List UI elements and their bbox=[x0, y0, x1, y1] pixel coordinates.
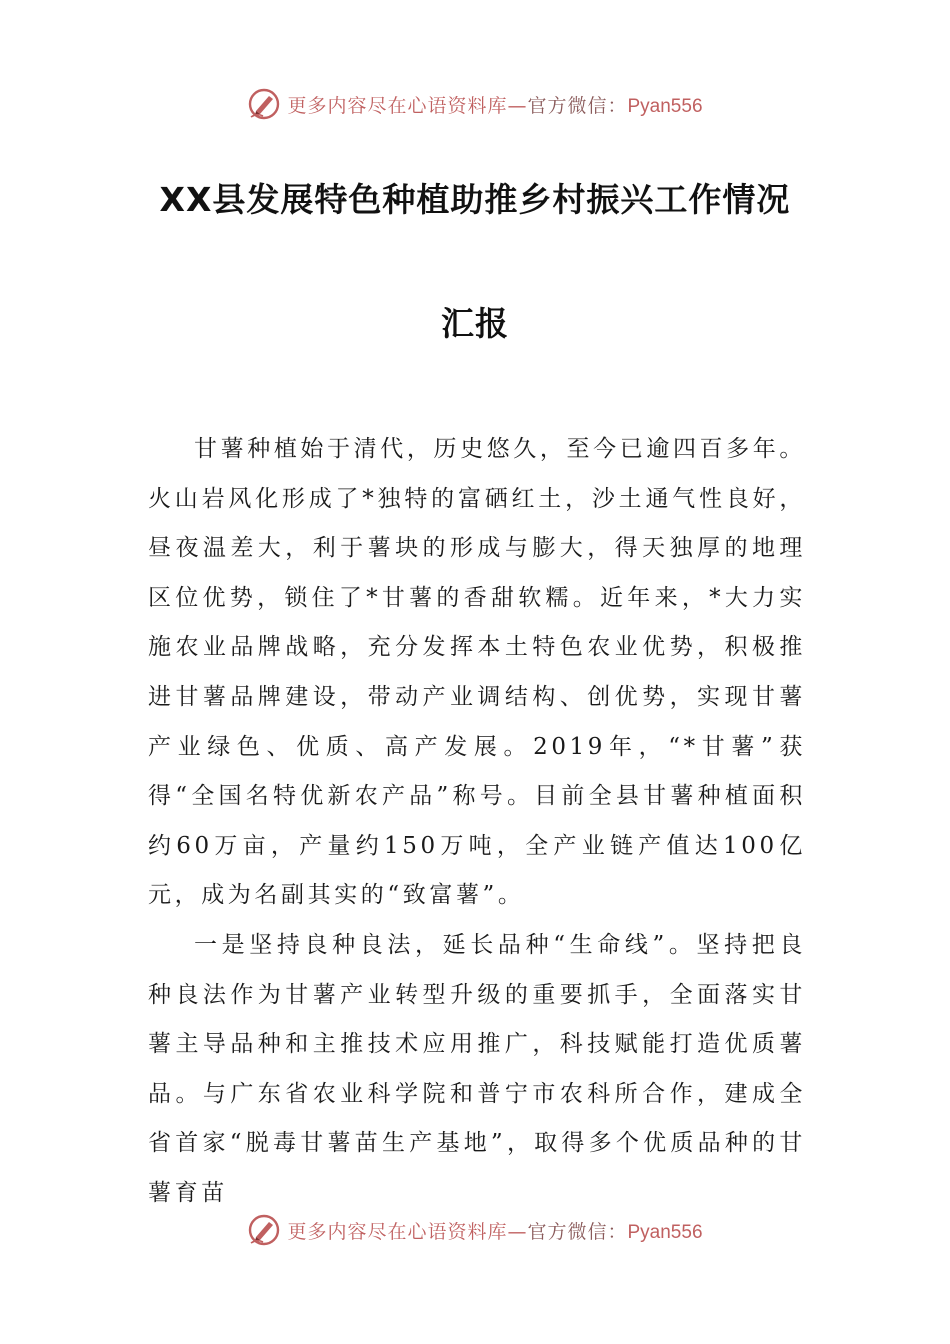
document-title-line2: 汇报 bbox=[441, 304, 509, 343]
document-body bbox=[148, 425, 806, 1219]
pen-logo-icon bbox=[247, 87, 281, 121]
header-watermark bbox=[0, 84, 950, 124]
document-title-line1: XX县发展特色种植助推乡村振兴工作情况 bbox=[159, 180, 791, 219]
paragraph-intro: 甘薯种植始于清代，历史悠久，至今已逾四百多年。火山岩风化形成了*独特的富硒红土，沙土通气性良好，昼夜温差大，利于薯块的形成与膨大，得天独厚的地理区位优势，锁住了*甘薯的香甜软糯。近年来，*大力实施农业品牌战略，充分发挥本土特色农业优势，积极推进甘薯品牌建设，带动产业调结构、创优势，实现甘薯产业绿色、优质、高产发展。2019年，“*甘薯”获得“全国名特优新农产品”称号。目前全县甘薯种植面积约60万亩，产量约150万吨，全产业链产值达100亿元，成为名副其实的“致富薯”。 bbox=[148, 436, 806, 909]
pen-logo-icon bbox=[247, 1213, 281, 1247]
footer-watermark bbox=[0, 1210, 950, 1250]
watermark-text: 更多内容尽在心语资料库—官方微信：Pyan556 bbox=[287, 1220, 703, 1243]
watermark-text: 更多内容尽在心语资料库—官方微信：Pyan556 bbox=[287, 94, 703, 117]
paragraph-point-one: 一是坚持良种良法，延长品种“生命线”。坚持把良种良法作为甘薯产业转型升级的重要抓手，全面落实甘薯主导品种和主推技术应用推广，科技赋能打造优质薯品。与广东省农业科学院和普宁市农科所合作，建成全省首家“脱毒甘薯苗生产基地”，取得多个优质品种的甘薯育苗 bbox=[148, 931, 806, 1206]
